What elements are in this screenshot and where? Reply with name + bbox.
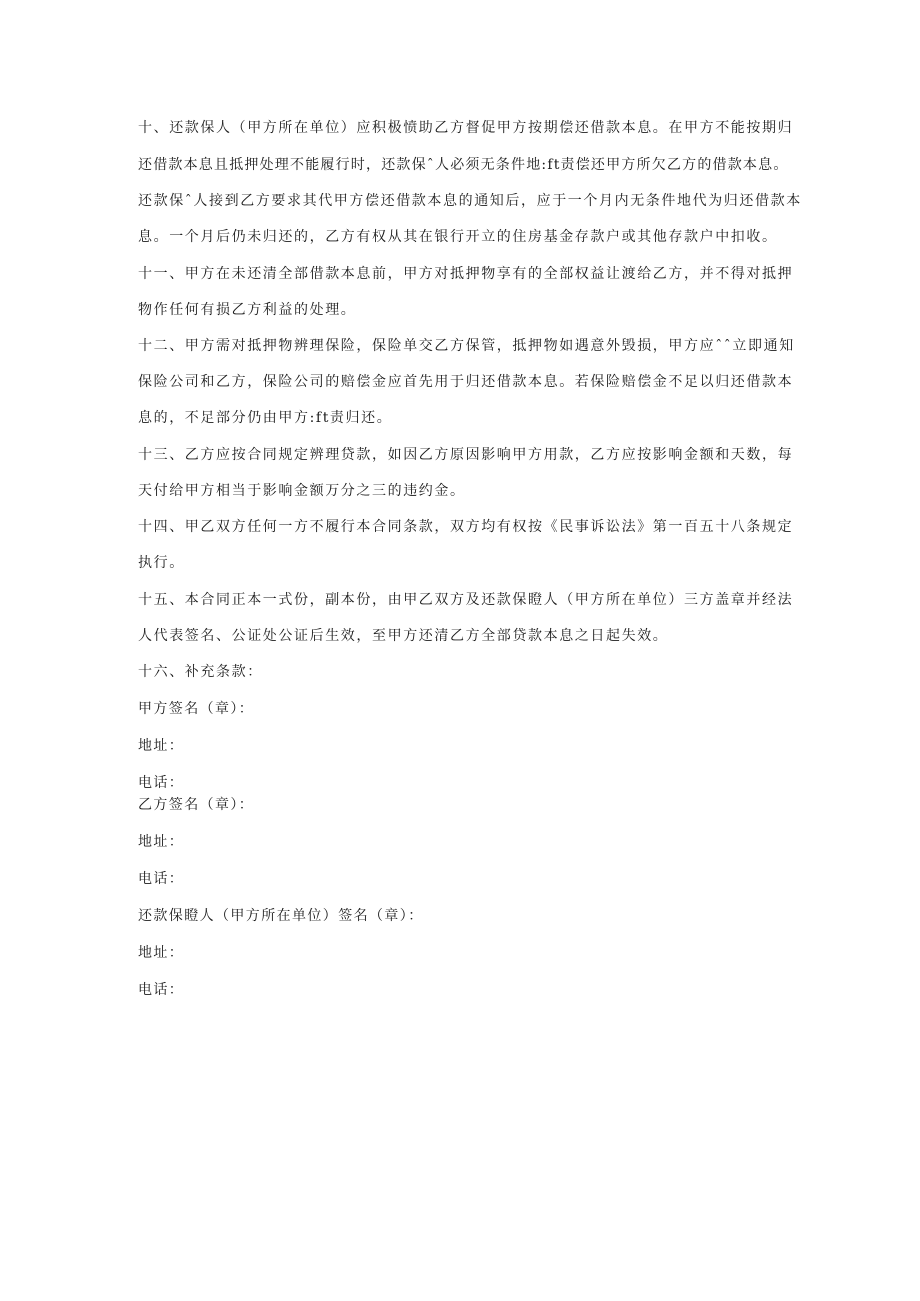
- party-a-address-label: 地址：: [138, 738, 185, 754]
- party-b-phone-label: 电话：: [138, 871, 185, 887]
- party-a-phone-label: 电话：: [138, 775, 185, 791]
- clause-10-line-3: 还款保ˆ人接到乙方要求其代甲方偿还借款本息的通知后，应于一个月内无条件地代为归还借款本: [138, 193, 802, 209]
- clause-12-line-1: 十二、甲方需对抵押物辨理保险，保险单交乙方保管，抵押物如遇意外毁损，甲方应ˆˆ立即通知: [138, 338, 795, 354]
- party-b-signature-label: 乙方签名（章）：: [138, 797, 255, 813]
- clause-12-line-2: 保险公司和乙方，保险公司的赔偿金应首先用于归还借款本息。若保险赔偿金不足以归还借款本: [138, 374, 794, 390]
- guarantor-signature-label: 还款保瞪人（甲方所在单位）签名（章）：: [138, 908, 424, 924]
- guarantor-phone-label: 电话：: [138, 982, 185, 998]
- clause-13-line-1: 十三、乙方应按合同规定辨理贷款，如因乙方原因影响甲方用款，乙方应按影响金额和天数，每: [138, 447, 794, 463]
- clause-13-line-2: 天付给甲方相当于影响金额万分之三的违约金。: [138, 483, 466, 499]
- clause-14-line-1: 十四、甲乙双方任何一方不履行本合同条款，双方均有权按《民事诉讼法》第一百五十八条规定: [138, 519, 794, 535]
- clause-15-line-2: 人代表签名、公证处公证后生效，至甲方还清乙方全部贷款本息之日起失效。: [138, 628, 669, 644]
- clause-12-line-3: 息的，不足部分仍由甲方:ft责归还。: [138, 410, 393, 426]
- clause-11-line-1: 十一、甲方在未还清全部借款本息前，甲方对抵押物享有的全部权益让渡给乙方，并不得对抵押: [138, 266, 794, 282]
- clause-10-line-4: 息。一个月后仍未归还的，乙方有权从其在银行开立的住房基金存款户或其他存款户中扣收。: [138, 229, 778, 245]
- guarantor-address-label: 地址：: [138, 945, 185, 961]
- clause-10-line-1: 十、还款保人（甲方所在单位）应积极愤助乙方督促甲方按期偿还借款本息。在甲方不能按期归: [138, 120, 794, 136]
- clause-10-line-2: 还借款本息且抵押处理不能履行时，还款保ˆ人必须无条件地:ft责偿还甲方所欠乙方的借款本息。: [138, 157, 789, 173]
- party-a-signature-label: 甲方签名（章）：: [138, 701, 255, 717]
- clause-15-line-1: 十五、本合同正本一式份，副本份，由甲乙双方及还款保瞪人（甲方所在单位）三方盖章并经法: [138, 592, 794, 608]
- clause-14-line-2: 执行。: [138, 555, 185, 571]
- party-b-address-label: 地址：: [138, 834, 185, 850]
- clause-11-line-2: 物作任何有损乙方利益的处理。: [138, 302, 357, 318]
- clause-16-line-1: 十六、补充条款：: [138, 664, 263, 680]
